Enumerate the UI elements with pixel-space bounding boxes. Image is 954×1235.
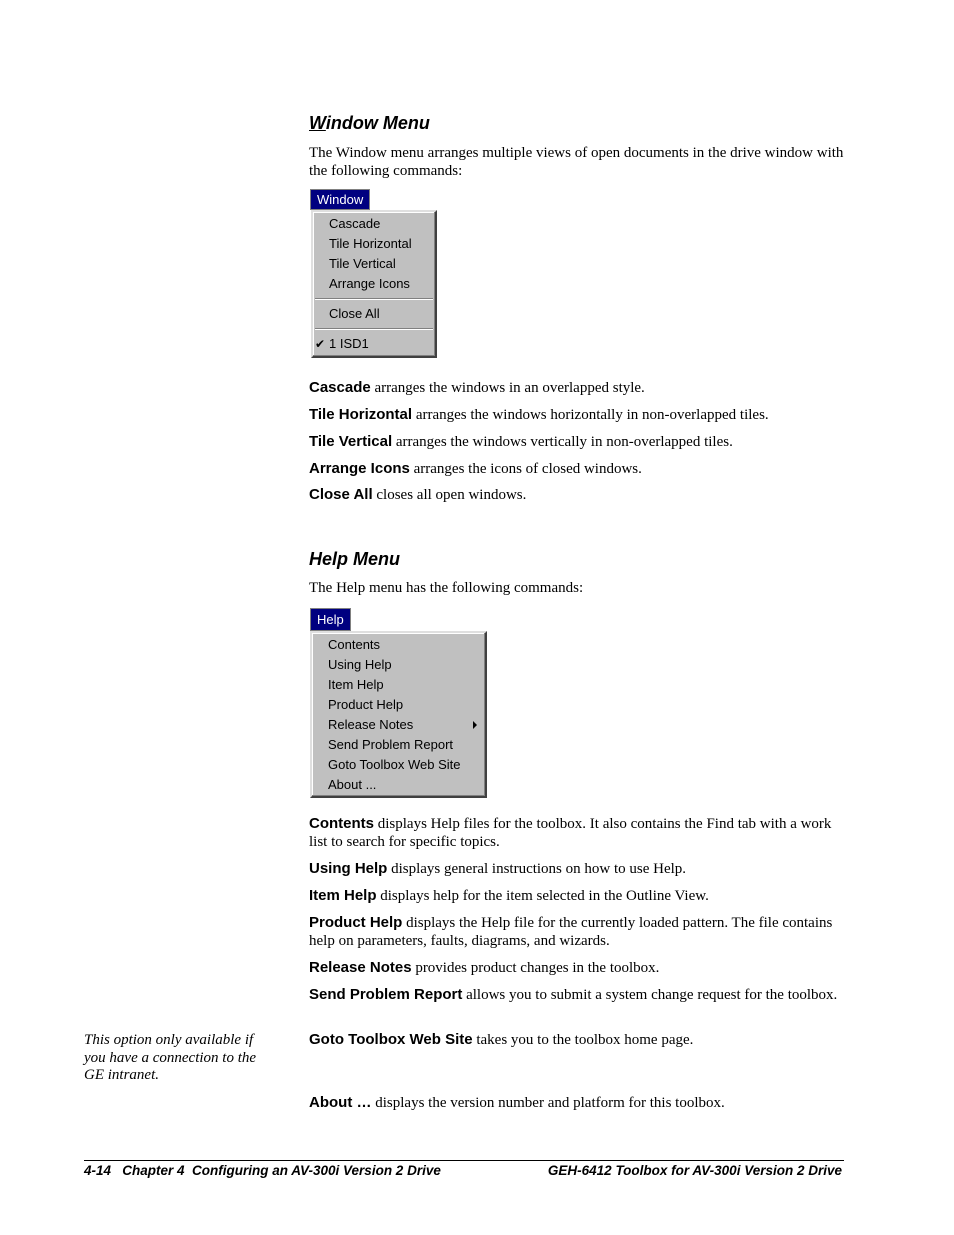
menu-item-arrange-icons[interactable]: Arrange Icons [329, 276, 410, 291]
footer-left: 4-14 Chapter 4 Configuring an AV-300i Version 2 Drive [84, 1163, 441, 1178]
menu-item-window-1-label: 1 ISD1 [329, 336, 369, 351]
desc-tile-horizontal-text: arranges the windows horizontally in non-overlapped tiles. [412, 407, 769, 423]
desc-release-notes [309, 959, 844, 977]
desc-tile-horizontal [309, 406, 844, 424]
menu-item-window-1[interactable] [313, 334, 435, 354]
menu-item-release-notes-label: Release Notes [328, 717, 414, 732]
desc-arrange-icons [309, 460, 844, 478]
term-item-help: Item Help [309, 887, 377, 904]
desc-item-help [309, 887, 844, 905]
term-release-notes: Release Notes [309, 959, 412, 976]
term-arrange-icons: Arrange Icons [309, 460, 410, 477]
help-menu-title[interactable]: Help [310, 608, 351, 631]
menu-item-release-notes[interactable] [312, 715, 485, 735]
desc-send-problem-report [309, 986, 844, 1004]
term-about: About … [309, 1094, 372, 1111]
help-menu-dropdown [310, 631, 487, 798]
menu-item-about[interactable]: About ... [328, 777, 377, 792]
footer-rule [84, 1160, 844, 1161]
menu-item-tile-horizontal[interactable]: Tile Horizontal [329, 236, 412, 251]
window-menu-dropdown [311, 210, 437, 358]
term-close-all: Close All [309, 486, 373, 503]
desc-cascade-text: arranges the windows in an overlapped style. [370, 380, 645, 396]
menu-item-goto-toolbox-web-site[interactable]: Goto Toolbox Web Site [328, 757, 461, 772]
desc-product-help [309, 914, 844, 950]
desc-contents-text: displays Help files for the toolbox. It also contains the Find tab with a work list to search for specific topics. [309, 816, 832, 850]
term-contents: Contents [309, 815, 374, 832]
desc-close-all [309, 486, 844, 504]
side-note: This option only available if you have a connection to the GE intranet. [84, 1032, 257, 1083]
window-menu-heading-rest: indow Menu [325, 113, 430, 133]
desc-send-problem-report-text: allows you to submit a system change request for the toolbox. [462, 987, 838, 1003]
menu-separator [315, 328, 433, 330]
desc-product-help-text: displays the Help file for the currently loaded pattern. The file contains help on parameters, faults, diagrams, and wizards. [309, 915, 833, 949]
help-menu-intro: The Help menu has the following commands: [309, 580, 584, 596]
window-menu-heading-mnemonic: W [309, 113, 326, 133]
term-tile-horizontal: Tile Horizontal [309, 406, 413, 423]
menu-item-send-problem-report[interactable]: Send Problem Report [328, 737, 454, 752]
term-tile-vertical: Tile Vertical [309, 433, 393, 450]
footer-right: GEH-6412 Toolbox for AV-300i Version 2 Drive [547, 1163, 842, 1178]
help-menu-heading: Help Menu [309, 549, 401, 569]
desc-cascade [309, 379, 844, 397]
menu-item-item-help[interactable]: Item Help [328, 677, 384, 692]
desc-tile-vertical-text: arranges the windows vertically in non-overlapped tiles. [392, 434, 733, 450]
term-product-help: Product Help [309, 914, 403, 931]
menu-item-cascade[interactable]: Cascade [329, 216, 381, 231]
desc-about-text: displays the version number and platform for this toolbox. [371, 1095, 725, 1111]
desc-contents [309, 815, 844, 851]
menu-item-close-all[interactable]: Close All [329, 306, 380, 321]
menu-item-using-help[interactable]: Using Help [328, 657, 392, 672]
check-icon: ✔ [315, 337, 326, 351]
window-menu-heading [309, 112, 430, 134]
desc-close-all-text: closes all open windows. [372, 487, 527, 503]
desc-tile-vertical [309, 433, 844, 451]
window-menu-title[interactable]: Window [310, 189, 370, 210]
term-cascade: Cascade [309, 379, 371, 396]
term-using-help: Using Help [309, 860, 388, 877]
desc-goto-toolbox-web-site-text: takes you to the toolbox home page. [472, 1032, 694, 1048]
menu-item-product-help[interactable]: Product Help [328, 697, 404, 712]
desc-item-help-text: displays help for the item selected in the Outline View. [376, 888, 709, 904]
desc-about [309, 1094, 844, 1112]
menu-item-tile-vertical[interactable]: Tile Vertical [329, 256, 396, 271]
menu-separator [315, 298, 433, 300]
menu-item-contents[interactable]: Contents [328, 637, 381, 652]
desc-arrange-icons-text: arranges the icons of closed windows. [409, 461, 642, 477]
desc-using-help-text: displays general instructions on how to use Help. [387, 861, 687, 877]
desc-using-help [309, 860, 844, 878]
window-menu-intro: The Window menu arranges multiple views of open documents in the drive window with the following commands: [309, 145, 844, 179]
submenu-arrow-icon [473, 721, 477, 729]
term-goto-toolbox-web-site: Goto Toolbox Web Site [309, 1031, 473, 1048]
desc-release-notes-text: provides product changes in the toolbox. [411, 960, 660, 976]
term-send-problem-report: Send Problem Report [309, 986, 463, 1003]
desc-goto-toolbox-web-site [309, 1031, 844, 1049]
